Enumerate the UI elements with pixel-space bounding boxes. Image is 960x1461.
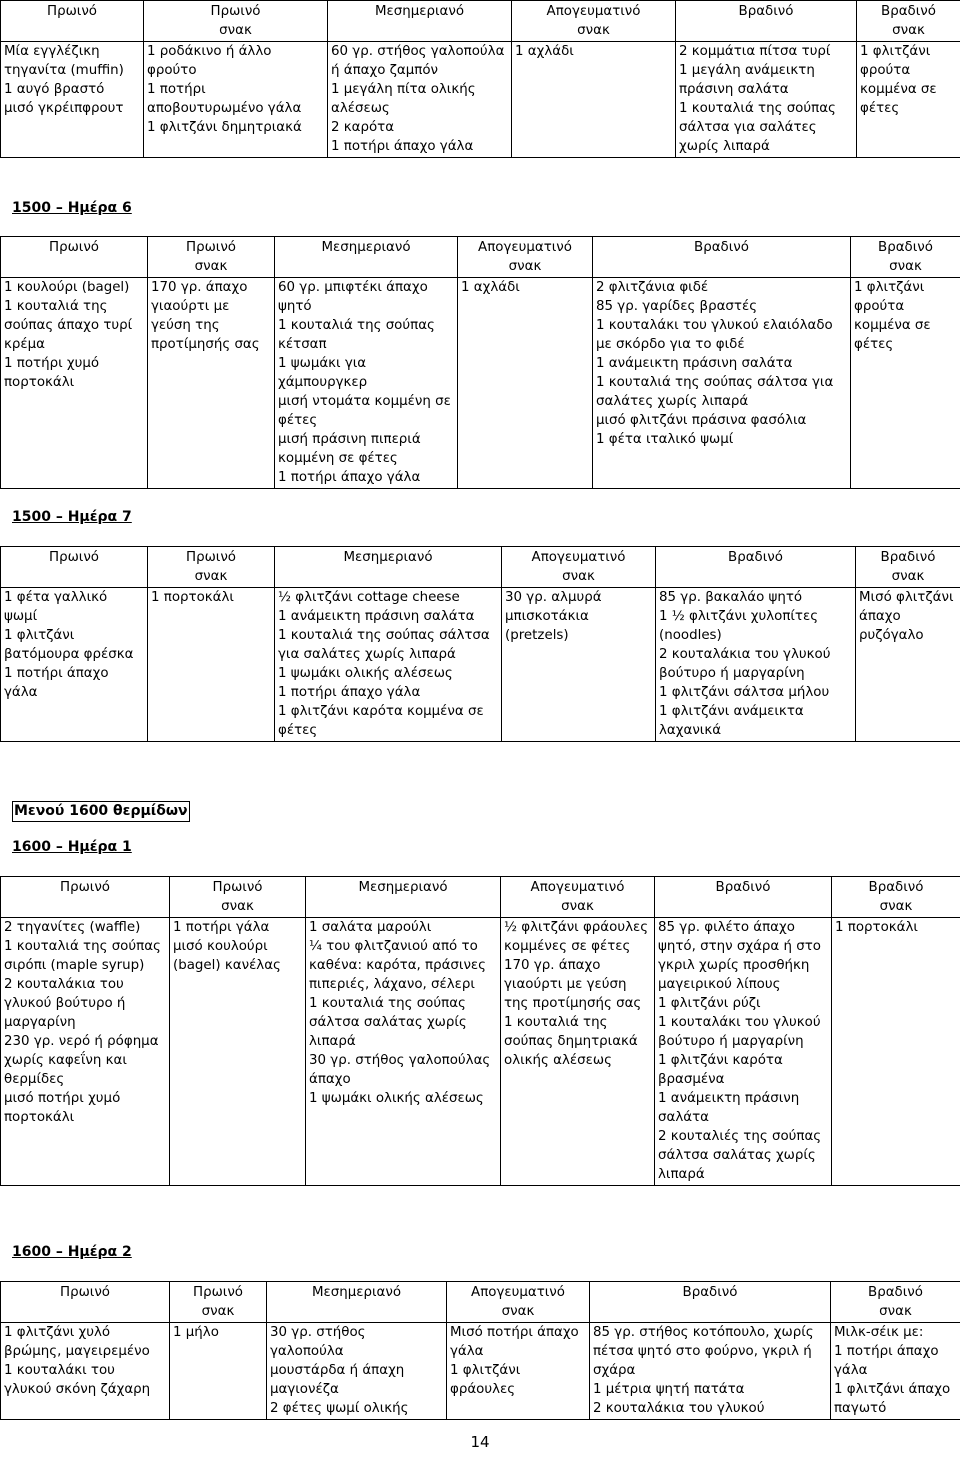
meal-item: 30 γρ. στήθος γαλοπούλα [270, 1325, 366, 1359]
meal-item: 2 καρότα [331, 120, 395, 135]
column-header-text: Βραδινό [880, 550, 936, 565]
column-header-text: Μεσημεριανό [358, 880, 448, 895]
meal-item: 1 κουταλιά της σούπας κέτσαπ [278, 318, 435, 352]
column-header-text: σνακ [889, 259, 922, 274]
meal-item: 2 κουταλιές της σούπας σάλτσα σαλάτας χωρίς λιπαρά [658, 1129, 822, 1182]
column-header-text: σνακ [892, 23, 925, 38]
day-heading: 1600 – Ημέρα 2 [12, 1244, 132, 1260]
meal-cell [1, 278, 148, 489]
meal-item: 1 φλιτζάνι σάλτσα μήλου [659, 685, 830, 700]
day-heading: 1500 – Ημέρα 7 [12, 509, 132, 525]
meal-item: 1 ποτήρι άπαχο γάλα [4, 666, 109, 700]
column-header-text: Βραδινό [728, 550, 783, 565]
meal-item: 1 κουταλάκι του γλυκού ελαιόλαδο με σκόρδο για το φιδέ [596, 318, 833, 352]
column-header-text: Βραδινό [694, 240, 749, 255]
column-header-text: σνακ [561, 899, 594, 914]
meal-item: 1 φλιτζάνι φρούτα κομμένα σε φέτες [860, 44, 937, 116]
meal-item: 1 ανάμεικτη πράσινη σαλάτα [658, 1091, 800, 1125]
meal-item: 1 φλιτζάνι άπαχο παγωτό [834, 1382, 951, 1416]
column-header-text: Πρωινό [186, 240, 236, 255]
column-header-text: Πρωινό [212, 880, 263, 895]
meal-item: 1 ψωμάκι ολικής αλέσεως [309, 1091, 484, 1106]
column-header [501, 877, 655, 918]
column-header-text: σνακ [577, 23, 610, 38]
column-header [1, 1, 144, 42]
meal-item: μισή ντομάτα κομμένη σε φέτες [278, 394, 451, 428]
meal-cell [501, 918, 655, 1186]
column-header [502, 547, 656, 588]
column-header [447, 1282, 590, 1323]
column-header-text: σνακ [879, 899, 913, 914]
column-header-text: Βραδινό [868, 880, 924, 895]
column-header-text: Απογευματινό [471, 1285, 565, 1300]
column-header [590, 1282, 831, 1323]
column-header-text: Μεσημεριανό [311, 1285, 402, 1300]
meal-cell [857, 42, 960, 158]
meal-cell [447, 1323, 590, 1420]
meal-item: 1 κουταλάκι του γλυκού σκόνη ζάχαρη [4, 1363, 151, 1397]
meal-item: μουστάρδα ή άπαχη μαγιονέζα [270, 1363, 405, 1397]
column-header [144, 1, 328, 42]
meal-item: 1 αυγό βραστό [4, 82, 105, 97]
column-header [148, 237, 275, 278]
meal-cell [856, 588, 960, 742]
meal-item: μισό κουλούρι (bagel) κανέλας [173, 939, 281, 973]
meal-item: 85 γρ. γαρίδες βραστές [596, 299, 758, 314]
meal-item: 1 ποτήρι άπαχο γάλα [278, 685, 421, 700]
meal-item: 2 κουταλάκια του γλυκού βούτυρο ή μαργαρίνη [659, 647, 831, 681]
column-header [832, 877, 960, 918]
table-header-row [1, 1, 960, 42]
meal-item: 85 γρ. στήθος κοτόπουλο, χωρίς πέτσα ψητό στο φούρνο, γκριλ ή σχάρα [593, 1325, 814, 1378]
meal-item: 1 ποτήρι άπαχο γάλα [834, 1344, 939, 1378]
column-header-text: σνακ [221, 899, 254, 914]
column-header-text: Βραδινό [738, 4, 794, 19]
meal-item: 85 γρ. φιλέτο άπαχο ψητό, στην σχάρα ή στο γκριλ χωρίς προσθήκη μαγειρικού λίπους [658, 920, 821, 992]
meal-item: 85 γρ. βακαλάο ψητό [659, 590, 803, 605]
meal-item: 60 γρ. στήθος γαλοπούλα ή άπαχο ζαμπόν [331, 44, 505, 78]
meal-item: μισό ποτήρι χυμό πορτοκάλι [4, 1091, 121, 1125]
column-header-text: σνακ [194, 569, 228, 584]
column-header [1, 877, 170, 918]
column-header-text: Απογευματινό [530, 880, 625, 895]
meal-cell [148, 588, 275, 742]
column-header-text: Πρωινό [47, 4, 97, 19]
table-header-row [1, 877, 960, 918]
column-header [851, 237, 960, 278]
column-header-text: σνακ [194, 259, 228, 274]
meal-table-section-day7 [0, 546, 960, 742]
meal-item: 1 ποτήρι χυμό πορτοκάλι [4, 356, 100, 390]
meal-item: 1 φλιτζάνι φράουλες [450, 1363, 521, 1397]
column-header-text: σνακ [879, 1304, 912, 1319]
meal-item: Μισό ποτήρι άπαχο γάλα [450, 1325, 579, 1359]
meal-cell [831, 1323, 960, 1420]
day-heading: 1500 – Ημέρα 6 [12, 200, 132, 216]
meal-item: ¼ του φλιτζανιού από το καθένα: καρότα, πράσινες πιπεριές, λάχανο, σέλερι [309, 939, 487, 992]
meal-cell [656, 588, 856, 742]
column-header [831, 1282, 960, 1323]
meal-table-section-top [0, 0, 960, 158]
column-header-text: Βραδινό [878, 240, 933, 255]
meal-item: 230 γρ. νερό ή ρόφημα χωρίς καφεΐνη και θερμίδες [4, 1034, 159, 1087]
column-header [170, 877, 306, 918]
column-header-text: σνακ [891, 569, 925, 584]
column-header [1, 1282, 170, 1323]
table-header-row [1, 237, 960, 278]
meal-item: 2 φέτες ψωμί ολικής [270, 1401, 409, 1416]
meal-cell [170, 1323, 267, 1420]
meal-cell [458, 278, 593, 489]
meal-cell [1, 588, 148, 742]
meal-item: 1 πορτοκάλι [835, 920, 918, 935]
meal-item: 170 γρ. άπαχο γιαούρτι με γεύση της προτίμησής σας [151, 280, 260, 352]
meal-item: 1 κουταλιά της σούπας σάλτσα για σαλάτες χωρίς λιπαρά [278, 628, 490, 662]
meal-item: 1 φλιτζάνι φρούτα κομμένα σε φέτες [854, 280, 931, 352]
column-header [275, 237, 458, 278]
meal-item: 1 κουταλιά της σούπας σάλτσα για σαλάτες χωρίς λιπαρά [679, 101, 836, 154]
meal-item: 1 αχλάδι [461, 280, 520, 295]
column-header-text: Πρωινό [210, 4, 261, 19]
meal-table [0, 236, 960, 489]
meal-item: 1 ποτήρι γάλα [173, 920, 270, 935]
page-number: 14 [470, 1433, 490, 1451]
meal-cell [306, 918, 501, 1186]
column-header-text: Πρωινό [193, 1285, 243, 1300]
meal-item: 2 κομμάτια πίτσα τυρί [679, 44, 831, 59]
table-header-row [1, 547, 960, 588]
column-header-text: Μεσημεριανό [343, 550, 433, 565]
meal-item: 2 κουταλάκια του γλυκού [593, 1401, 765, 1416]
meal-cell [1, 918, 170, 1186]
meal-cell [832, 918, 960, 1186]
table-row [1, 278, 960, 489]
meal-item: 1 ροδάκινο ή άλλο φρούτο [147, 44, 272, 78]
meal-table [0, 546, 960, 742]
column-header-text: σνακ [508, 259, 542, 274]
column-header [656, 547, 856, 588]
meal-item: 1 ½ φλιτζάνι χυλοπίτες (noodles) [659, 609, 819, 643]
meal-item: 1 φλιτζάνι καρότα κομμένα σε φέτες [278, 704, 484, 738]
meal-item: 1 φλιτζάνι χυλό βρώμης, μαγειρεμένο [4, 1325, 150, 1359]
column-header-text: Βραδινό [868, 1285, 923, 1300]
column-header-text: Απογευματινό [478, 240, 572, 255]
column-header-text: σνακ [501, 1304, 535, 1319]
meal-item: 1 φλιτζάνι καρότα βρασμένα [658, 1053, 783, 1087]
meal-item: 1 κουταλιά της σούπας σιρόπι (maple syrup) [4, 939, 161, 973]
column-header [857, 1, 960, 42]
meal-table-section-day6 [0, 236, 960, 489]
meal-item: 1 αχλάδι [515, 44, 574, 59]
meal-item: Μισό φλιτζάνι άπαχο ρυζόγαλο [859, 590, 954, 643]
day-heading: 1600 – Ημέρα 1 [12, 839, 132, 855]
meal-cell [1, 1323, 170, 1420]
meal-item: 1 ψωμάκι για χάμπουργκερ [278, 356, 368, 390]
column-header [328, 1, 512, 42]
column-header [655, 877, 832, 918]
column-header-text: Βραδινό [682, 1285, 738, 1300]
meal-item: ½ φλιτζάνι cottage cheese [278, 590, 460, 605]
column-header-text: σνακ [562, 569, 595, 584]
meal-item: 1 φέτα ιταλικό ψωμί [596, 432, 734, 447]
meal-item: 1 κουταλιά της σούπας σάλτσα σαλάτας χωρίς λιπαρά [309, 996, 467, 1049]
column-header-text: Μεσημεριανό [374, 4, 465, 19]
meal-cell [655, 918, 832, 1186]
meal-item: μισό φλιτζάνι πράσινα φασόλια [596, 413, 807, 428]
meal-item: 1 ανάμεικτη πράσινη σαλάτα [596, 356, 793, 371]
meal-item: 2 κουταλάκια του γλυκού βούτυρο ή μαργαρίνη [4, 977, 126, 1030]
meal-item: 1 μέτρια ψητή πατάτα [593, 1382, 745, 1397]
column-header [458, 237, 593, 278]
column-header-text: σνακ [201, 1304, 235, 1319]
meal-item: 1 κουλούρι (bagel) [4, 280, 130, 295]
column-header [170, 1282, 267, 1323]
meal-table [0, 876, 960, 1186]
meal-table [0, 1281, 960, 1420]
meal-item: Μία εγγλέζικη τηγανίτα (muffin) [4, 44, 124, 78]
meal-item: 2 φλιτζάνια φιδέ [596, 280, 709, 295]
column-header [267, 1282, 447, 1323]
meal-cell [512, 42, 676, 158]
meal-cell [502, 588, 656, 742]
meal-item: μισή πράσινη πιπεριά κομμένη σε φέτες [278, 432, 421, 466]
column-header-text: Πρωινό [49, 240, 99, 255]
meal-item: 60 γρ. μπιφτέκι άπαχο ψητό [278, 280, 428, 314]
menu-title: Μενού 1600 θερμίδων [12, 801, 190, 822]
meal-cell [275, 588, 502, 742]
meal-item: 1 ψωμάκι ολικής αλέσεως [278, 666, 453, 681]
table-row [1, 42, 960, 158]
meal-item: 1 κουταλιά της σούπας δημητριακά ολικής αλέσεως [504, 1015, 638, 1068]
table-row [1, 918, 960, 1186]
meal-item: 1 ποτήρι άπαχο γάλα [278, 470, 421, 485]
column-header [1, 547, 148, 588]
meal-cell [1, 42, 144, 158]
meal-item: 1 ποτήρι αποβουτυρωμένο γάλα [147, 82, 302, 116]
meal-table-section-1600-day2 [0, 1281, 960, 1420]
meal-cell [593, 278, 851, 489]
meal-item: 1 φλιτζάνι δημητριακά [147, 120, 302, 135]
table-row [1, 1323, 960, 1420]
meal-table-section-1600-day1 [0, 876, 960, 1186]
meal-item: 1 φέτα γαλλικό ψωμί [4, 590, 108, 624]
meal-item: 170 γρ. άπαχο γιαούρτι με γεύση της προτίμησής σας [504, 958, 642, 1011]
meal-cell [267, 1323, 447, 1420]
meal-cell [144, 42, 328, 158]
meal-item: 1 πορτοκάλι [151, 590, 234, 605]
meal-item: 1 ανάμεικτη πράσινη σαλάτα [278, 609, 475, 624]
meal-item: 1 σαλάτα μαρούλι [309, 920, 432, 935]
column-header-text: Πρωινό [60, 880, 110, 895]
meal-item: 30 γρ. στήθος γαλοπούλας άπαχο [309, 1053, 491, 1087]
meal-item: 1 ποτήρι άπαχο γάλα [331, 139, 474, 154]
meal-cell [275, 278, 458, 489]
column-header [676, 1, 857, 42]
meal-item: 1 κουταλιά της σούπας άπαχο τυρί κρέμα [4, 299, 133, 352]
meal-item: 1 μεγάλη ανάμεικτη πράσινη σαλάτα [679, 63, 815, 97]
meal-item: μισό γκρέιπφρουτ [4, 101, 124, 116]
table-header-row [1, 1282, 960, 1323]
meal-item: 1 φλιτζάνι ρύζι [658, 996, 761, 1011]
meal-cell [590, 1323, 831, 1420]
meal-item: 1 κουταλάκι του γλυκού βούτυρο ή μαργαρίνη [658, 1015, 821, 1049]
column-header-text: Βραδινό [881, 4, 936, 19]
meal-item: 1 φλιτζάνι ανάμεικτα λαχανικά [659, 704, 804, 738]
column-header [1, 237, 148, 278]
column-header-text: Πρωινό [49, 550, 99, 565]
meal-item: ½ φλιτζάνι φράουλες κομμένες σε φέτες [504, 920, 649, 954]
column-header-text: σνακ [219, 23, 252, 38]
column-header [148, 547, 275, 588]
column-header [306, 877, 501, 918]
meal-cell [148, 278, 275, 489]
column-header-text: Απογευματινό [546, 4, 641, 19]
column-header [593, 237, 851, 278]
column-header-text: Μεσημεριανό [321, 240, 411, 255]
column-header [275, 547, 502, 588]
meal-table [0, 0, 960, 158]
meal-cell [170, 918, 306, 1186]
column-header-text: Βραδινό [715, 880, 771, 895]
column-header-text: Απογευματινό [531, 550, 626, 565]
meal-item: 1 μεγάλη πίτα ολικής αλέσεως [331, 82, 476, 116]
meal-item: 1 φλιτζάνι βατόμουρα φρέσκα [4, 628, 134, 662]
meal-item: 2 τηγανίτες (waffle) [4, 920, 141, 935]
meal-cell [851, 278, 960, 489]
column-header [856, 547, 960, 588]
meal-item: 1 μήλο [173, 1325, 219, 1340]
meal-item: 1 κουταλιά της σούπας σάλτσα για σαλάτες χωρίς λιπαρά [596, 375, 834, 409]
meal-cell [676, 42, 857, 158]
column-header-text: Πρωινό [186, 550, 236, 565]
table-row [1, 588, 960, 742]
column-header [512, 1, 676, 42]
meal-item: 30 γρ. αλμυρά μπισκοτάκια (pretzels) [505, 590, 602, 643]
column-header-text: Πρωινό [60, 1285, 110, 1300]
meal-item: Μιλκ-σέικ με: [834, 1325, 924, 1340]
meal-cell [328, 42, 512, 158]
